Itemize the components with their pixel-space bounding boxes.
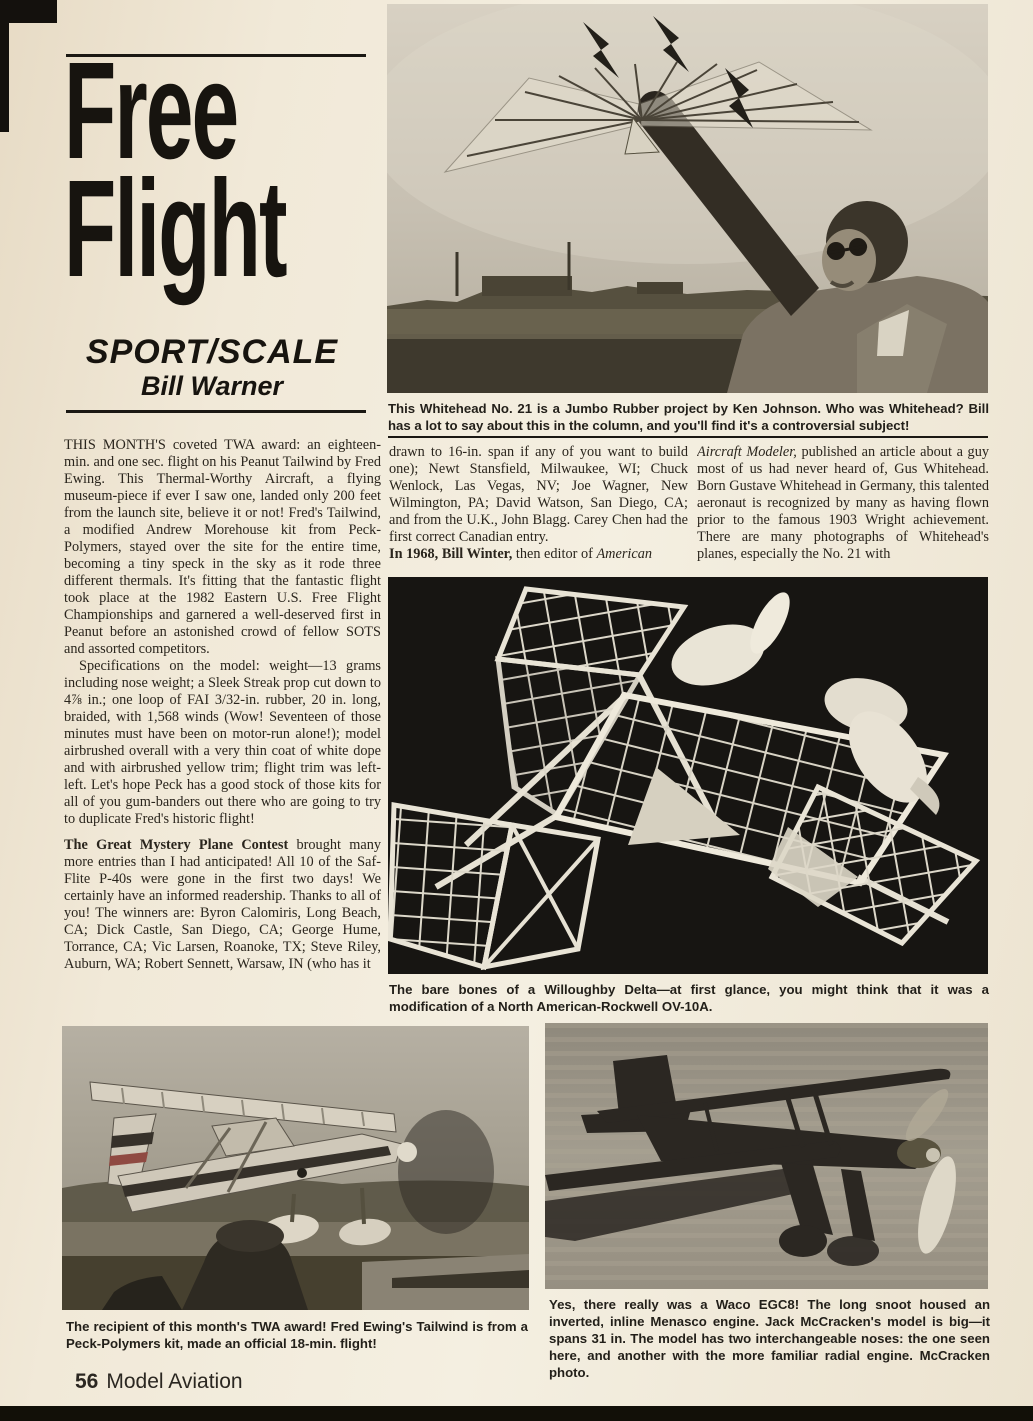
paragraph-text: coveted TWA award: an eighteen-min. and one sec. flight on his Peanut Tailwind by Fred Ewing. This Thermal-Worthy Aircraft, a flying museum-piece if ever I saw one, landed only 200 feet from the launch site, believe it or not! Fred's Tailwind, a modified Andrew Morehouse kit from Peck-Polymers, stayed over the site for the entire time, becoming a tiny speck in the sky as it rode three different thermals. It's fitting that the fantastic flight took place at the 1982 Eastern U.S. Free Flight Championships and garnered a well-deserved first in Peanut before an astonished crowd of fellow SOTS and assorted competitors.: [64, 437, 381, 657]
article-column-1: [64, 437, 381, 1007]
paragraph-lead: THIS MONTH'S: [64, 437, 166, 453]
caption-willoughby: The bare bones of a Willoughby Delta—at first glance, you might think that it was a modification of a North American-Rockwell OV-10A.: [389, 982, 989, 1014]
title-line-1: Free: [64, 34, 238, 188]
magazine-name-italic: American: [596, 546, 653, 562]
page-number: 56: [75, 1370, 99, 1393]
caption-divider-rule: [388, 436, 988, 438]
scan-corner-mark: [0, 0, 57, 23]
title-line-2: Flight: [64, 152, 286, 306]
photo-willoughby-delta: [388, 577, 988, 974]
paragraph-lead: The Great Mystery Plane Contest: [64, 837, 289, 853]
paragraph-this-months: [64, 437, 381, 658]
whitehead-photo-illustration: [387, 4, 988, 393]
caption-tailwind: The recipient of this month's TWA award! Fred Ewing's Tailwind is from a Peck-Polymers kit, made an official 18-min. flight!: [66, 1319, 528, 1351]
paragraph-text: published an article about a guy most of us had never heard of, Gus Whitehead. Born Gustave Whitehead in Germany, this talented aeronaut is recognized by many as having flown prior to the famous 1903 Wright achievement. There are many photographs of Whitehead's planes, especially the No. 21 with: [697, 444, 989, 562]
masthead-rule-bottom: [66, 410, 366, 413]
waco-photo-illustration: [545, 1023, 988, 1289]
paragraph-text: then editor of: [512, 546, 597, 562]
paragraph-winners-continued: drawn to 16-in. span if any of you want to build one); Newt Stansfield, Milwaukee, WI; Chuck Wenlock, Las Vegas, NV; Joe Wagner, New Wilmington, PA; David Watson, San Diego, CA; and from the U.K., John Blagg. Carey Chen had the first correct Canadian entry.: [389, 444, 688, 545]
article-column-2: [389, 444, 688, 576]
article-column-3: [697, 444, 989, 576]
photo-waco-egc8: [545, 1023, 988, 1289]
page-footer: [75, 1370, 243, 1394]
paragraph-lead: In 1968, Bill Winter,: [389, 546, 513, 562]
scan-bottom-bar: [0, 1406, 1033, 1421]
paragraph-in-1968: [389, 546, 688, 563]
tailwind-photo-illustration: [62, 1026, 529, 1310]
willoughby-photo-illustration: [388, 577, 988, 974]
magazine-name-italic: Aircraft Modeler,: [697, 444, 797, 460]
caption-whitehead: This Whitehead No. 21 is a Jumbo Rubber project by Ken Johnson. Who was Whitehead? Bill has a lot to say about this in the column, and you'll find it's a controversial subject!: [388, 401, 989, 433]
magazine-title: Model Aviation: [106, 1370, 243, 1393]
paragraph-mystery-contest: [64, 837, 381, 973]
column-subtitle: SPORT/SCALE: [85, 333, 339, 371]
photo-whitehead-no21: [387, 4, 988, 393]
paragraph-specifications: Specifications on the model: weight—13 grams including nose weight; a Sleek Streak prop cut down to 4⅞ in.; one loop of FAI 3/32-in. rubber, 20 in. long, braided, with 1,568 winds (Wow! Seventeen of those minutes must have been on motor-run alone!); model airbrushed overall with a very thin coat of white dope and with airbrushed yellow trim; flight trim was left-left. Let's hope Peck has a good stock of those kits for all of you gum-banders out there who are going to try to duplicate Fred's historic flight!: [64, 658, 381, 827]
page-title: [64, 34, 386, 306]
caption-waco: Yes, there really was a Waco EGC8! The long snoot housed an inverted, inline Menasco engine. Jack McCracken's model is big—it spans 31 in. The model has two interchangeable noses: the one seen here, and another with the more familiar radial engine. McCracken photo.: [549, 1297, 990, 1380]
photo-tailwind: [62, 1026, 529, 1310]
paragraph-aircraft-modeler: [697, 444, 989, 563]
column-author: Bill Warner: [140, 371, 284, 401]
paragraph-text: brought many more entries than I had anticipated! All 10 of the Saf-Flite P-40s were gone in the first two days! We certainly have an informed readership. Thanks to all of you! The winners are: Byron Calomiris, Long Beach, CA; Dick Castle, San Diego, CA; George Hume, Torrance, CA; Vic Larsen, Roanoke, TX; Steve Riley, Auburn, WA; Robert Sennett, Warsaw, IN (who has it: [64, 837, 381, 972]
